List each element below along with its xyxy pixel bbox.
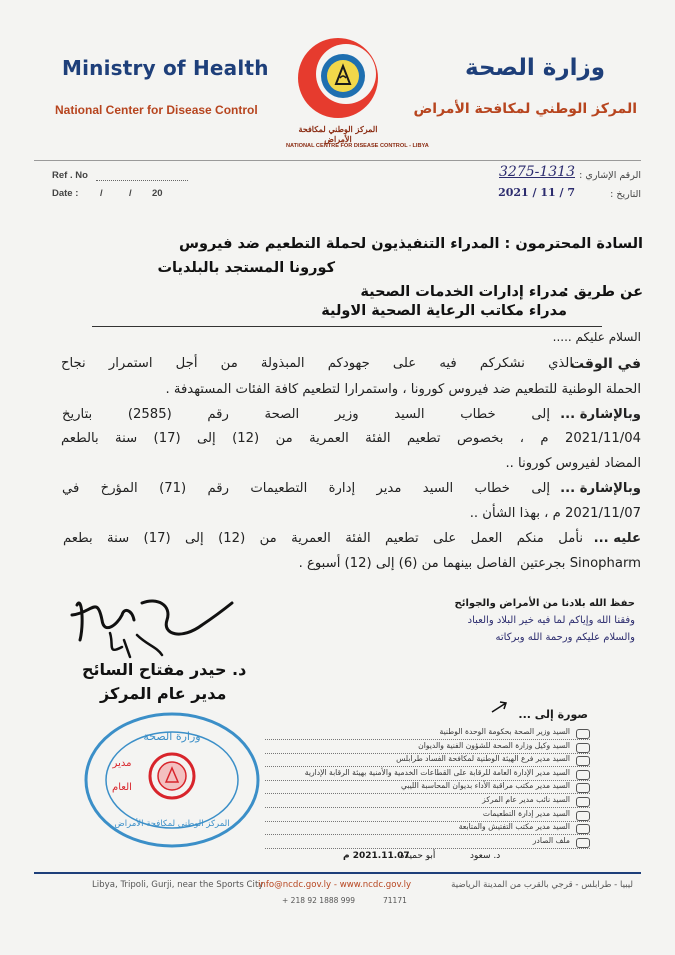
cc-item <box>265 782 590 794</box>
cc-item-box-icon <box>576 770 590 780</box>
stamp-left-text: مدير <box>112 758 132 769</box>
footer-phone: + 218 92 1888 999 <box>282 896 356 905</box>
p3-line-2: 2021/11/07 م ، بهذا الشأن .. <box>469 506 641 521</box>
cc-item-box-icon <box>576 743 590 753</box>
addressee-line-2: كورونا المستجد بالبلديات <box>157 260 335 276</box>
cc-item-text: السيد مدير مكتب التفتيش والمتابعة <box>458 822 570 832</box>
closing-line-1: حفظ الله بلادنا من الأمراض والجوائح <box>454 598 635 609</box>
closing-line-3: والسلام عليكم ورحمة الله وبركاته <box>495 632 635 643</box>
via-line-2: مدراء مكاتب الرعاية الصحية الاولية <box>321 303 567 319</box>
cc-item-box-icon <box>576 756 590 766</box>
handwritten-signature <box>62 585 237 670</box>
header-divider <box>34 160 641 161</box>
p4-lead: عليه ... <box>593 531 641 546</box>
ministry-title-ar: وزارة الصحة <box>465 55 605 81</box>
official-stamp-icon <box>82 710 262 850</box>
date-label-ar: التاريخ : <box>610 189 641 200</box>
stamp-bottom-text: المركز الوطني لمكافحة الأمراض <box>114 819 230 829</box>
p2-line-3: المضاد لفيروس كورونا .. <box>505 456 641 471</box>
greeting: السلام عليكم ..... <box>552 330 641 344</box>
cc-item <box>265 755 590 767</box>
p2-line-2: 2021/11/04 م ، بخصوص تطعيم الفئة العمرية من (12) إلى (17) سنة بالطعم <box>61 431 641 446</box>
cc-item <box>265 823 590 835</box>
via-line-1: مدراء إدارات الخدمات الصحية <box>360 284 567 300</box>
ref-label-en: Ref . No <box>52 170 88 181</box>
addressee-divider <box>92 326 602 327</box>
date-value: 2021 / 11 / 7 <box>498 186 575 199</box>
ncdc-logo-icon <box>296 36 380 120</box>
cc-item-box-icon <box>576 824 590 834</box>
cc-initials: أبو حميدة <box>400 851 436 861</box>
closing-line-2: وفقنا الله وإياكم لما فيه خير البلاد والعباد <box>467 615 635 626</box>
footer-pobox: 71171 <box>383 896 407 905</box>
ref-label-ar: الرقم الإشاري : <box>579 170 641 181</box>
cc-item-box-icon <box>576 797 590 807</box>
cc-item <box>265 728 590 740</box>
center-subtitle-en: National Center for Disease Control <box>55 103 258 117</box>
p4-line-2: Sinopharm بجرعتين الفاصل بينهما من (6) إلى (12) أسبوع . <box>298 556 641 571</box>
date-year-en: 20 <box>152 188 163 199</box>
cc-item-text: ملف الصادر <box>532 835 570 845</box>
cc-item <box>265 837 590 849</box>
p2-lead: وبالإشارة ... <box>560 407 641 422</box>
footer-address-en: Libya, Tripoli, Gurji, near the Sports City <box>92 880 264 890</box>
p1-lead: في الوقت <box>569 356 641 372</box>
p1-line-1: الذي نشكركم فيه على جهودكم المبذولة من أجل استمرار نجاح <box>61 356 573 371</box>
cc-item-text: السيد وكيل وزارة الصحة للشؤون الفنية والديوان <box>418 740 570 750</box>
p2-line-1: إلى خطاب السيد وزير الصحة رقم (2585) بتاريخ <box>62 407 550 422</box>
cc-item-box-icon <box>576 811 590 821</box>
cc-arrow-icon <box>490 700 510 716</box>
via-label: عن طريق : <box>562 284 643 300</box>
date-slashes-en: / / <box>100 188 132 199</box>
ref-line-en <box>96 180 188 181</box>
addressee-line-1: السادة المحترمون : المدراء التنفيذيون لحملة التطعيم ضد فيروس <box>178 236 643 252</box>
cc-item-box-icon <box>576 729 590 739</box>
cc-initials-2: د. سعود <box>470 851 501 861</box>
p4-line-1: نأمل منكم العمل على تطعيم الفئة العمرية من (12) إلى (17) سنة بطعم <box>63 531 584 546</box>
cc-item-text: السيد وزير الصحة بحكومة الوحدة الوطنية <box>439 727 570 736</box>
p3-line-1: إلى خطاب السيد مدير إدارة التطعيمات رقم (71) المؤرخ في <box>62 481 550 496</box>
cc-item <box>265 796 590 808</box>
cc-item-text: السيد مدير إدارة التطعيمات <box>482 808 570 818</box>
p1-line-2: الحملة الوطنية للتطعيم ضد فيروس كورونا ، واستمرارا لتطعيم كافة الفئات المستهدفة . <box>165 382 641 397</box>
cc-item-text: السيد مدير مكتب مراقبة الأداء بديوان المحاسبة الليبي <box>400 781 570 791</box>
ministry-title-en: Ministry of Health <box>62 56 269 80</box>
footer-contact: info@ncdc.gov.ly - www.ncdc.gov.ly <box>258 880 412 890</box>
cc-item <box>265 769 590 781</box>
center-subtitle-ar: المركز الوطني لمكافحة الأمراض <box>413 101 637 117</box>
cc-date: 2021.11.07 م <box>343 851 410 861</box>
cc-item-box-icon <box>576 838 590 848</box>
p3-lead: وبالإشارة ... <box>560 481 641 496</box>
signatory-title: مدير عام المركز <box>100 684 227 703</box>
date-label-en: Date : <box>52 188 79 199</box>
cc-item-text: السيد مدير فرع الهيئة الوطنية لمكافحة الفساد طرابلس <box>396 754 570 764</box>
stamp-top-text: وزارة الصحة <box>143 730 201 743</box>
cc-item <box>265 810 590 822</box>
logo-caption-ar: المركز الوطني لمكافحة الأمراض <box>298 124 378 144</box>
ref-value: 3275-1313 <box>499 164 575 180</box>
signatory-name: د. حيدر مفتاح السائح <box>82 660 247 679</box>
footer-divider <box>34 872 641 874</box>
cc-item-text: السيد نائب مدير عام المركز <box>482 795 570 804</box>
footer-address-ar: ليبيا - طرابلس - قرجي بالقرب من المدينة الرياضية <box>451 880 633 890</box>
cc-item <box>265 742 590 754</box>
cc-item-text: السيد مدير الإدارة العامة للرقابة على القطاعات الخدمية والأمنية بهيئة الرقابة الإدارية <box>304 767 570 777</box>
logo-caption-en: NATIONAL CENTRE FOR DISEASE CONTROL - LIBYA <box>286 143 429 149</box>
cc-item-box-icon <box>576 783 590 793</box>
cc-label: صورة إلى ... <box>518 708 588 721</box>
stamp-center-text: العام <box>112 782 132 793</box>
